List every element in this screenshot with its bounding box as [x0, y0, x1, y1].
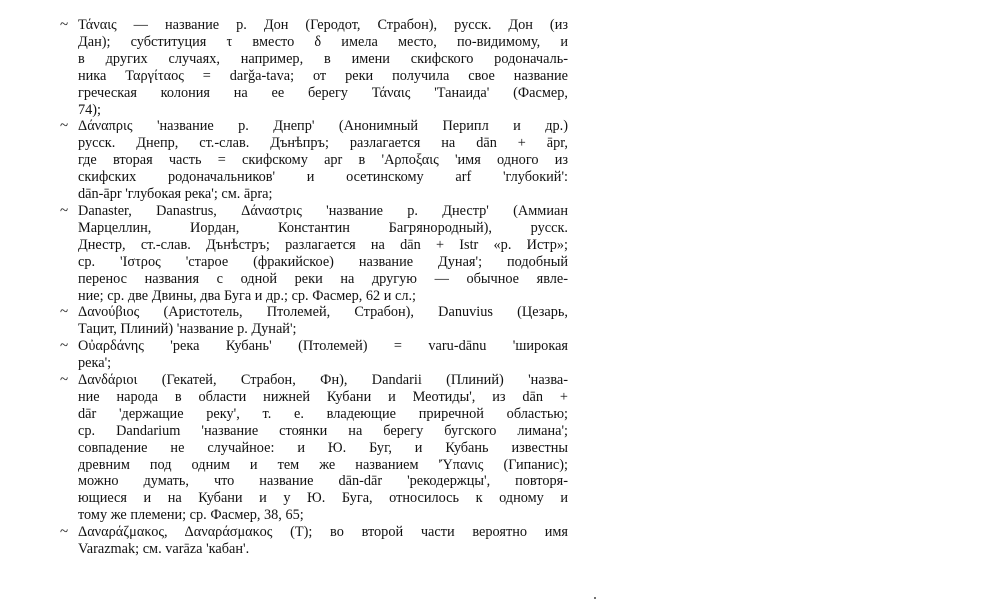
entry-line: Тацит, Плиний) 'название р. Дунай'; [78, 321, 297, 338]
entry-marker: ~ [60, 118, 69, 135]
entry-danarazmakos [60, 524, 568, 558]
dictionary-column [60, 17, 568, 558]
entry-line: можно думать, что название dān-dār 'рекодержцы', повторя- [78, 473, 568, 490]
entry-line: Δανούβιος (Аристотель, Птолемей, Страбон), Danuvius (Цезарь, [78, 304, 568, 321]
entry-line: в других случаях, например, в имени скифского родоначаль- [78, 50, 568, 67]
entry-marker: ~ [60, 202, 69, 219]
entry-line: dār 'держащие реку', т. е. владеющие приречной областью; [78, 405, 568, 422]
entry-line: Δαναράζμακος, Δαναράσμακος (Т); во второй части вероятно имя [78, 524, 568, 541]
entry-line: ющиеся и на Кубани и у Ю. Буга, относилось к одному и [78, 490, 568, 507]
entry-line: где вторая часть = скифскому apr в 'Αρποξαις 'имя одного из [78, 152, 568, 169]
entry-line: Varazmak; см. varāza 'кабан'. [78, 541, 250, 558]
entry-line: ника Ταργίταος = darǧa-tava; от реки получила свое название [78, 67, 568, 84]
entry-line: ср. 'Ιστρος 'старое (фракийское) название Дуная'; подобный [78, 253, 568, 270]
entry-marker: ~ [60, 304, 69, 321]
entry-line: древним под одним и тем же названием 'Ύπανις (Гипанис); [78, 456, 568, 473]
entry-ouardanes [60, 338, 568, 372]
entry-line: Danaster, Danastrus, Δάναστρις 'название р. Днестр' (Аммиан [78, 202, 568, 219]
entry-danapris [60, 118, 568, 203]
entry-danaster [60, 203, 568, 304]
entry-line: dān-āpr 'глубокая река'; см. āpra; [78, 186, 273, 203]
entry-line: Δανδάριοι (Гекатей, Страбон, Фн), Dandarii (Плиний) 'назва- [78, 372, 568, 389]
scan-speck [594, 597, 596, 599]
entry-line: Δάναπρις 'название р. Днепр' (Анонимный Перипл и др.) [78, 118, 568, 135]
entry-marker: ~ [60, 372, 69, 389]
entry-line: совпадение не случайное: и Ю. Буг, и Кубань известны [78, 439, 568, 456]
entry-line: греческая колония на ее берегу Τάναις 'Танаида' (Фасмер, [78, 84, 568, 101]
entry-line: ние; ср. две Двины, два Буга и др.; ср. Фасмер, 62 и сл.; [78, 287, 417, 304]
entry-danoubios [60, 304, 568, 338]
entry-line: тому же племени; ср. Фасмер, 38, 65; [78, 507, 304, 524]
entry-line: Τάναις — название р. Дон (Геродот, Страбон), русск. Дон (из [78, 17, 568, 33]
entry-line: 74); [78, 101, 102, 118]
entry-marker: ~ [60, 524, 69, 541]
entry-line: Днестр, ст.-слав. Дънѣстръ; разлагается на dān + Istr «р. Истр»; [78, 236, 568, 253]
entry-line: Οὐαρδάνης 'река Кубань' (Птолемей) = varu-dānu 'широкая [78, 338, 568, 355]
entry-line: скифских родоначальников' и осетинскому arf 'глубокий': [78, 169, 568, 186]
entry-line: Дан); субституция τ вместо δ имела место, по-видимому, и [78, 33, 568, 50]
entry-tanais [60, 17, 568, 118]
entry-line: русск. Днепр, ст.-слав. Дънѣпръ; разлагается на dān + āpr, [78, 135, 568, 152]
entry-line: ср. Dandarium 'название стоянки на берегу бугского лимана'; [78, 422, 568, 439]
entry-line: река'; [78, 355, 112, 372]
entry-line: Марцеллин, Иордан, Константин Багрянородный), русск. [78, 219, 568, 236]
entry-line: ние народа в области нижней Кубани и Меотиды', из dān + [78, 388, 568, 405]
entry-marker: ~ [60, 338, 69, 355]
entry-marker: ~ [60, 17, 69, 33]
entry-line: перенос названия с одной реки на другую — обычное явле- [78, 270, 568, 287]
entry-dandarioi [60, 372, 568, 524]
